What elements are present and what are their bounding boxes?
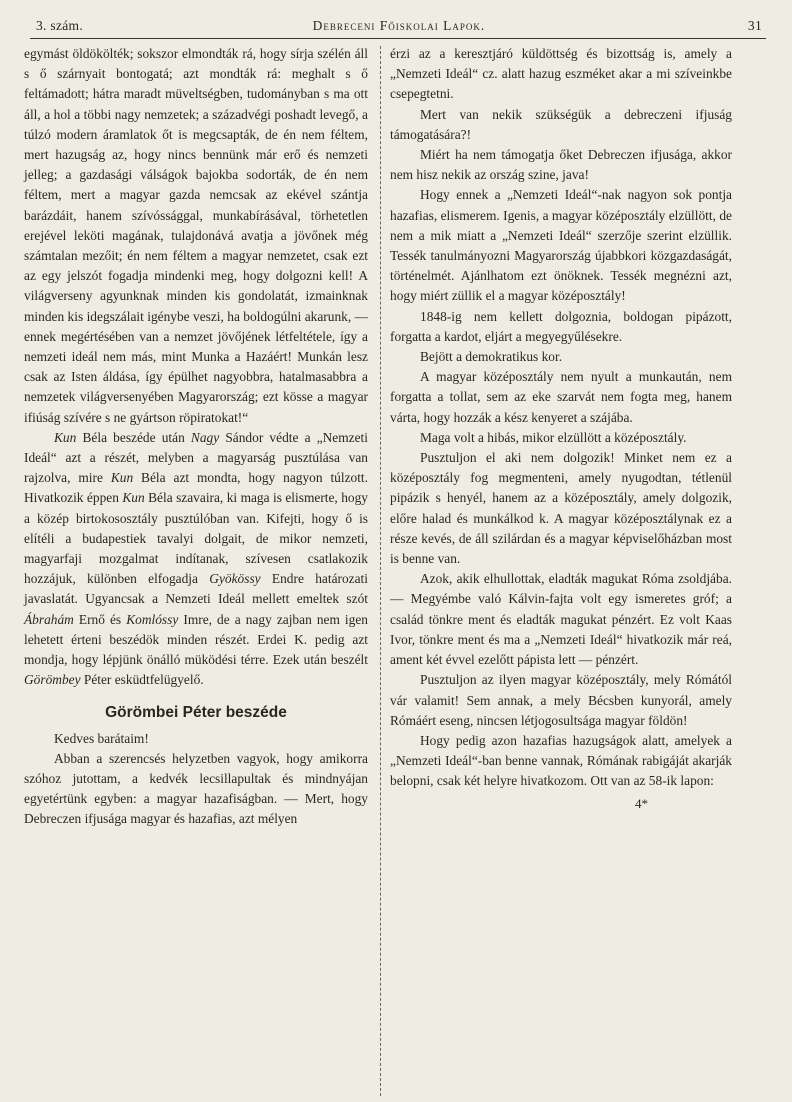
signature-mark: 4*: [635, 795, 648, 811]
name-kun: Kun: [54, 429, 77, 445]
text-run: Béla szavaira, ki maga is elismerte, hogy a közép birtokososztály pusztúlóban van. Kifejti, hogy ő is elítéli a budapestiek tavalyi dolgait, de mikor nemzeti, magyarfaji mozgalmat indítanak, szívesen csatlakozik hozzájuk, különben elfogadja: [24, 490, 368, 587]
right-paragraph-4: Hogy ennek a „Nemzeti Ideál“-nak nagyon sok pontja hazafias, elismerem. Igenis, a magyar középosztály elzüllött, de nem a mik miatt a „Nemzeti Ideál“ szerzője szerint elzüllik. Tessék tanulmányozni Magyarország újabbkori közgazdaságát, történelmét. Ajánlhatom ezt önöknek. Tessék megnézni azt, hogy miért züllik el a magyar középosztály!: [390, 187, 732, 304]
left-column: [24, 44, 368, 830]
name-komlossy: Komlóssy: [126, 611, 179, 627]
right-paragraph-6: Bejött a demokratikus kor.: [420, 349, 563, 365]
right-paragraph-2: Mert van nekik szükségük a debreczeni ifjuság támogatására?!: [390, 106, 732, 142]
salutation: Kedves barátaim!: [54, 730, 149, 746]
text-run: Péter esküdtfelügyelő.: [80, 672, 204, 688]
right-paragraph-10: Azok, akik elhullottak, eladták magukat Róma zsoldjába. — Megyémbe való Kálvin-fajta volt egy ismeretes gróf; a család tönkre ment és eladták magukat pénzért. Ez volt Kaas Ivor, tönkre ment és ma a „Nemzeti Ideál“ hivatkozik már reá, ament két évvel ezelőtt pápista lett — pénzért.: [390, 571, 732, 668]
left-paragraph-2: [24, 428, 368, 691]
name-abraham: Ábrahám: [24, 611, 74, 627]
name-gorombey: Görömbey: [24, 672, 81, 688]
right-paragraph-7: A magyar középosztály nem nyult a munkaután, nem forgatta a tollat, sem az eke szarvát nem fogta meg, hanem várta, hogy hozzák a kész kenyeret a szájába.: [390, 369, 732, 425]
right-paragraph-12: Hogy pedig azon hazafias hazugságok alatt, amelyek a „Nemzeti Ideál“-ban benne vannak, Rómának rabigáját akarják belopni, csak két helyre hivatkozom. Ott van az 58-ik lapon:: [390, 732, 732, 789]
left-paragraph-1: egymást öldökölték; sokszor elmondták rá, hogy sírja szélén áll s ő szárnyait bontogatá; azt mondták rá: meghalt s ő feltámadott; hátra maradt müveltségben, tudományban s ma ott áll, a hol a többi nagy nemzetek; a századvégi poshadt levegő, a túlzó modern áramlatok őt is megcsapták, de én nem féltem, mert hazugság az, hogy nincs bennünk már erő és nemzeti jelleg; a gazdasági válságok bajokba sodorták, de én nem féltem, mert a magyar gazda nemcsak az ekével szántja barázdáit, hanem szívóssággal, munkabírásával, törhetetlen erejével leköti magának, tulajdonává avatja a jövőnek még számtalan mezőit; én nem féltem a magyar nemzetet, csak ezt az egy jelszót fogadja mindenki meg, hogy dolgozni kell! A világverseny agyunknak minden kis gondolatát, izmainknak minden kis idegszálait igénybe veszi, ha boldogúlni akarunk, — ennek megértésében van a nemzet jövőjének létfeltétele, így a nemzeti ideál nem más, mint Munka a Hazáért! Munkán lesz csak az Isten áldása, így épülhet nagyobbra, hatalmasabbra a nemzetek világversenyében Magyarország; ezt kösse a magyar ifiúság szívére s ne gyártson röpiratokat!“: [24, 46, 368, 425]
name-gyokossy: Gyökössy: [209, 571, 261, 587]
text-run: Sándor védte a „Nemzeti Ideál“ azt a részét, melyben a magyarság pusztúlása van rajzolva, mire: [24, 429, 368, 486]
text-run: Ernő és: [73, 611, 127, 627]
name-kun: Kun: [122, 490, 145, 506]
right-column: [390, 44, 732, 814]
section-heading: Görömbei Péter beszéde: [105, 703, 287, 721]
page-header: [36, 14, 762, 36]
right-paragraph-1: érzi az a keresztjáró küldöttség és bizottság is, amely a „Nemzeti Ideál“ cz. alatt hazug eszméket akar a mi szíveinkbe csepegtetni.: [390, 46, 732, 102]
header-rule: [30, 38, 766, 39]
publication-title: Debreceni Főiskolai Lapok.: [312, 18, 486, 33]
issue-number: 3. szám.: [36, 18, 84, 33]
left-paragraph-3: Abban a szerencsés helyzetben vagyok, hogy amikorra szóhoz jutottam, a kedvék lecsillapultak és mindnyájan egyetértünk egyben: a magyar hazafiságban. — Mert, hogy Debreczen ifjusága magyar és hazafias, azt mélyen: [24, 750, 368, 827]
right-paragraph-9: Pusztuljon el aki nem dolgozik! Minket nem ez a középosztály fog megmenteni, amely nyugodtan, tétlenül pipázik s henyél, hanem az a középosztály, amely dolgozik, előre halad és munkálkod k. A magyar középosztálynak ez a része kevés, de áll szilárdan és a magyar képviselőházban most is benne van.: [390, 450, 732, 567]
name-nagy: Nagy: [190, 429, 220, 445]
right-paragraph-5: 1848-ig nem kellett dolgoznia, boldogan pipázott, forgatta a kardot, eljárt a megyegyűlésekre.: [390, 308, 732, 344]
right-paragraph-3: Miért ha nem támogatja őket Debreczen ifjusága, akkor nem hisz nekik az ország szine, java!: [390, 147, 732, 183]
name-kun: Kun: [110, 470, 134, 486]
page-number: 31: [747, 18, 762, 33]
text-run: Imre, de a nagy zajban nem igen lehetett érteni beszédök minden részét. Erdei K. pedig azt mondja, hogy lépjünk önálló müködési térre. Ezek után beszélt: [24, 611, 368, 668]
text-run: Béla beszéde után: [76, 429, 191, 445]
text-run: Endre határozati javaslatát. Ugyancsak a Nemzeti Ideál mellett emeltek szót: [24, 571, 368, 607]
right-paragraph-8: Maga volt a hibás, mikor elzüllött a középosztály.: [420, 429, 687, 445]
right-paragraph-11: Pusztuljon az ilyen magyar középosztály, mely Rómától vár valamit! Sem annak, a mely Bécsben kunyorál, amely Rómáért eseng, nincsen létjogosultsága magyar földön!: [390, 672, 732, 728]
text-run: Béla azt mondta, hogy nagyon túlzott. Hivatkozik éppen: [24, 470, 369, 506]
column-divider: [380, 46, 381, 1096]
